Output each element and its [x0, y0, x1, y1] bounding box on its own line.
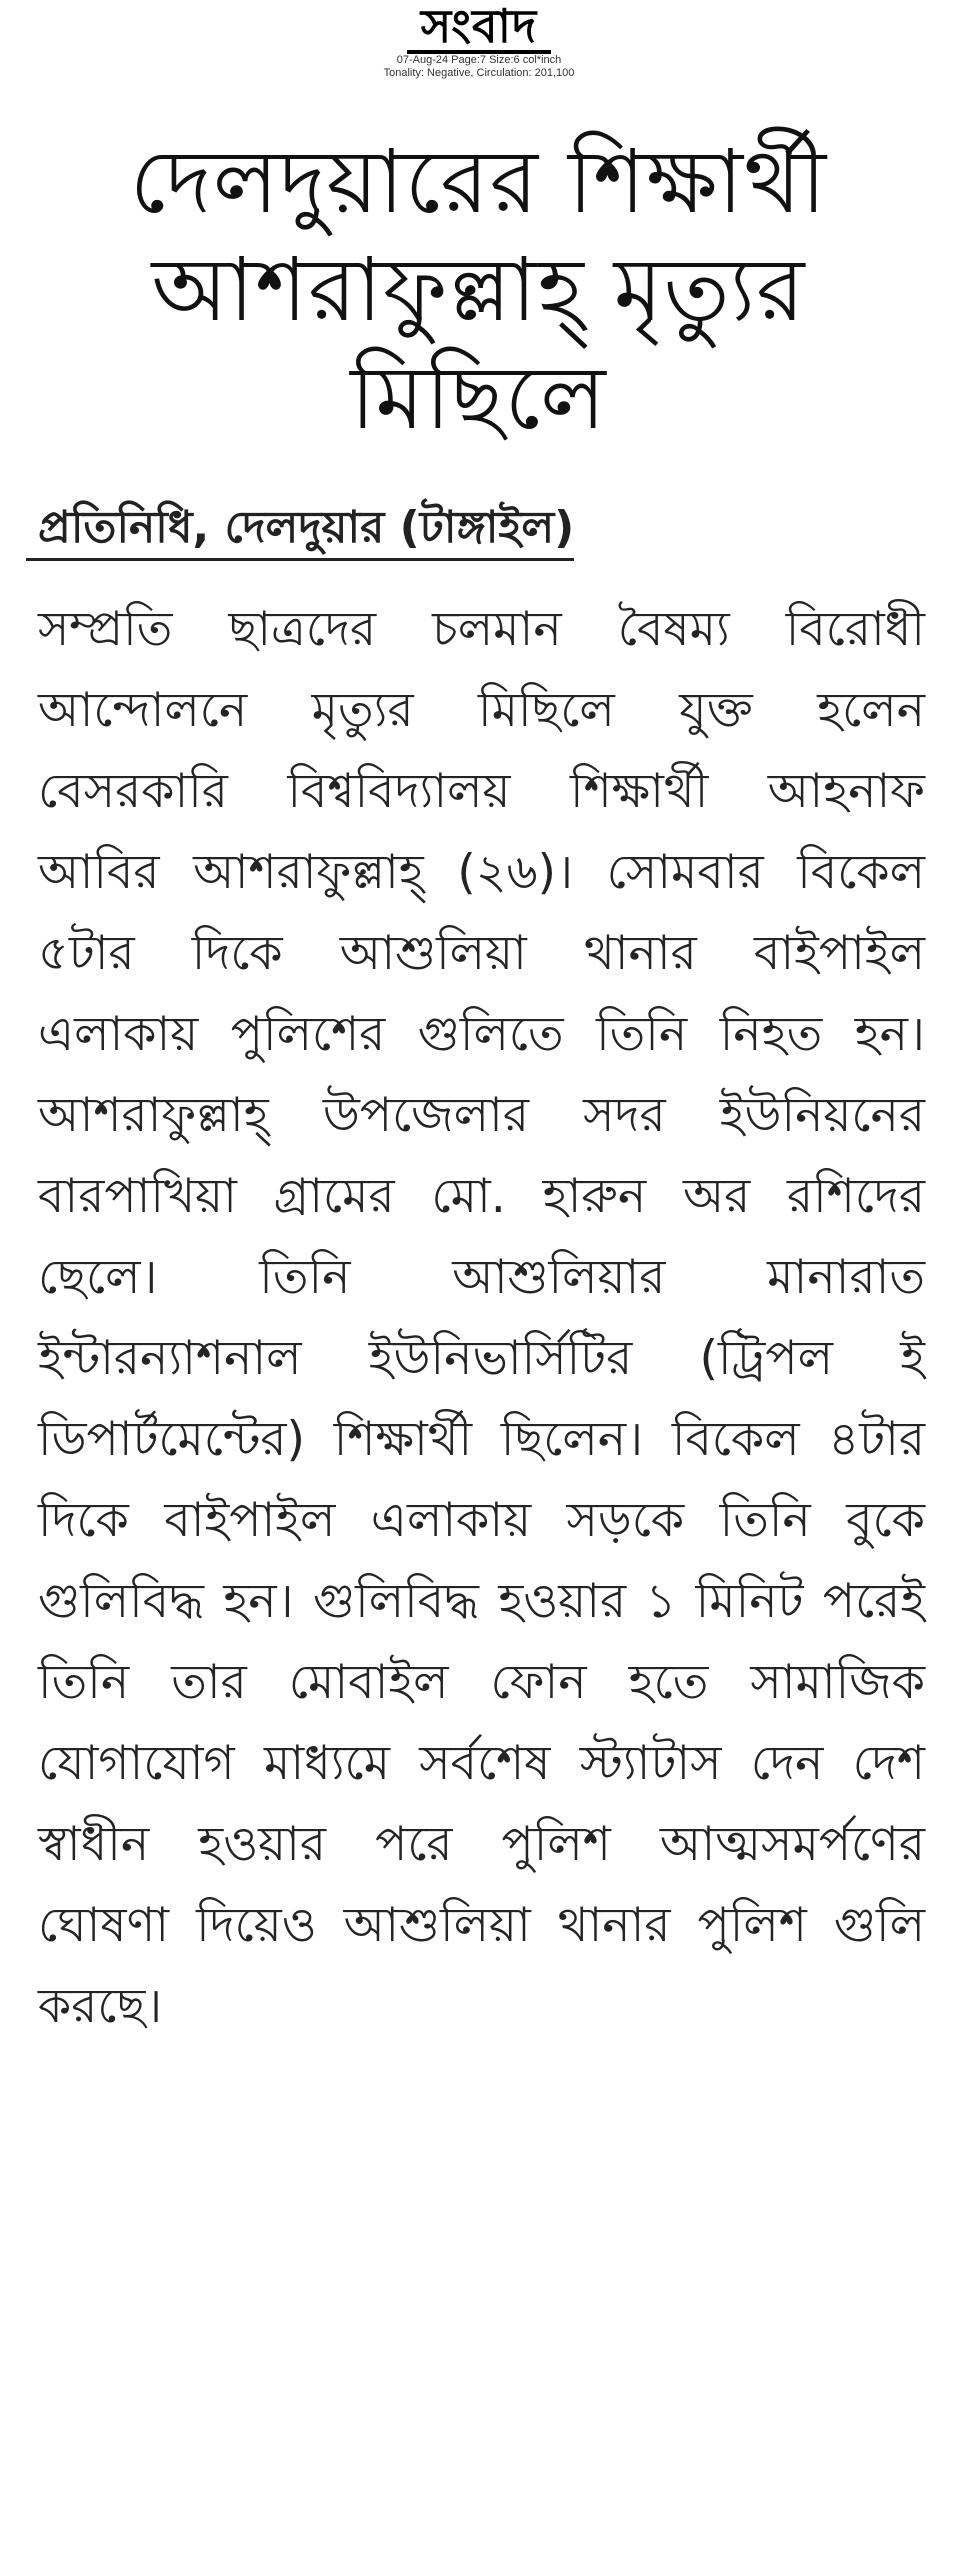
- newspaper-masthead: [0, 0, 958, 80]
- article-body: সম্প্রতি ছাত্রদের চলমান বৈষম্য বিরোধী আন্দোলনে মৃত্যুর মিছিলে যুক্ত হলেন বেসরকারি বিশ্ববিদ্যালয় শিক্ষার্থী আহনাফ আবির আশরাফুল্লাহ্ (২৬)। সোমবার বিকেল ৫টার দিকে আশুলিয়া থানার বাইপাইল এলাকায় পুলিশের গুলিতে তিনি নিহত হন। আশরাফুল্লাহ্ উপজেলার সদর ইউনিয়নের বারপাখিয়া গ্রামের মো. হারুন অর রশিদের ছেলে। তিনি আশুলিয়ার মানারাত ইন্টারন্যাশনাল ইউনিভার্সিটির (ট্রিপল ই ডিপার্টমেন্টের) শিক্ষার্থী ছিলেন। বিকেল ৪টার দিকে বাইপাইল এলাকায় সড়কে তিনি বুকে গুলিবিদ্ধ হন। গুলিবিদ্ধ হওয়ার ১ মিনিট পরেই তিনি তার মোবাইল ফোন হতে সামাজিক যোগাযোগ মাধ্যমে সর্বশেষ স্ট্যাটাস দেন দেশ স্বাধীন হওয়ার পরে পুলিশ আত্মসমর্পণের ঘোষণা দিয়েও আশুলিয়া থানার পুলিশ গুলি করছে।: [38, 602, 925, 2034]
- clipping-meta-tonality-circulation: Tonality: Negative, Circulation: 201,100: [383, 67, 575, 79]
- clipping-meta-page-size: 07-Aug-24 Page:7 Size:6 col*inch: [396, 54, 562, 66]
- news-clipping: [26, 128, 931, 2548]
- article-headline: দেলদুয়ারের শিক্ষার্থী আশরাফুল্লাহ্ মৃত্যুর মিছিলে: [129, 130, 828, 449]
- article-byline: প্রতিনিধি, দেলদুয়ার (টাঙ্গাইল): [26, 498, 574, 561]
- newspaper-logo: সংবাদ: [407, 2, 551, 54]
